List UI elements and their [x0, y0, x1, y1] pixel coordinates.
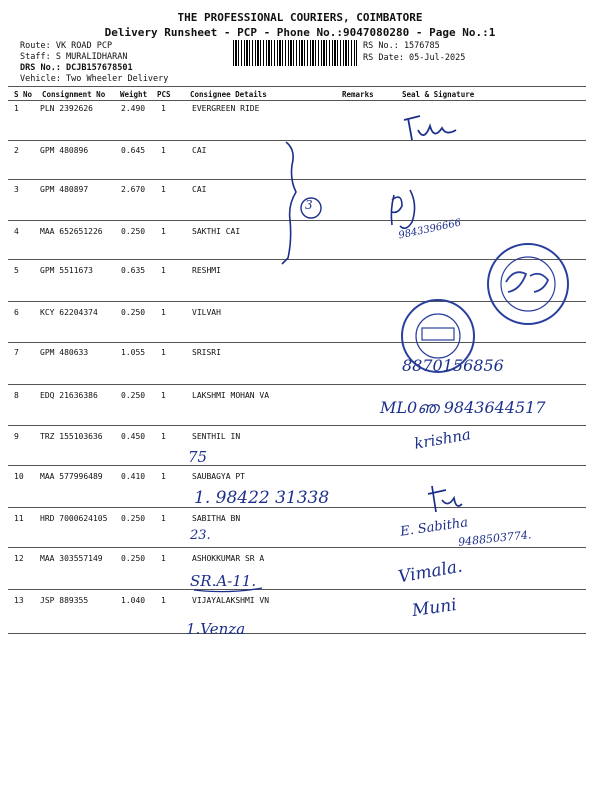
row-1-sno: 1	[14, 104, 19, 113]
row-11-signature: E. Sabitha	[399, 515, 469, 540]
row-13-consignment: JSP 889355	[40, 596, 89, 605]
row-12-consignment: MAA 303557149	[40, 554, 103, 563]
row-5-consignee: RESHMI	[192, 266, 221, 275]
row-1-signature	[404, 116, 456, 140]
col-consignee-header: Consignee Details	[190, 90, 267, 99]
row-12-sno: 12	[14, 554, 24, 563]
row-2-pcs: 1	[161, 146, 166, 155]
row-2-consignee: CAI	[192, 146, 207, 155]
row-10-consignment: MAA 577996489	[40, 472, 103, 481]
row-3-consignee: CAI	[192, 185, 207, 194]
row-13-weight: 1.040	[121, 596, 146, 605]
row-11-pcs: 1	[161, 514, 166, 523]
row-6-weight: 0.250	[121, 308, 146, 317]
row-11-phone: 9488503774.	[457, 528, 532, 549]
staff-label: Staff: S MURALIDHARAN	[20, 52, 128, 62]
row-12-note: SR.A-11.	[190, 572, 257, 590]
col-consignment-header: Consignment No	[42, 90, 106, 99]
row-12-consignee: ASHOKKUMAR SR A	[192, 554, 265, 563]
col-remarks-header: Remarks	[342, 90, 374, 99]
col-weight-header: Weight	[120, 90, 148, 99]
row-11-consignment: HRD 7000624105	[40, 514, 108, 523]
row-3-consignment: GPM 480897	[40, 185, 89, 194]
row-5-consignment: GPM 5511673	[40, 266, 93, 275]
row-4-pcs: 1	[161, 227, 166, 236]
row-13-note: 1.Venza	[186, 620, 246, 638]
row-12-weight: 0.250	[121, 554, 146, 563]
row-4-phone: 9843396666	[397, 217, 463, 242]
delivery-stamp	[488, 244, 568, 324]
row-5-weight: 0.635	[121, 266, 146, 275]
company-title: THE PROFESSIONAL COURIERS, COIMBATORE	[177, 11, 423, 24]
row-9-note: 75	[188, 448, 208, 466]
bracket-mark	[282, 142, 296, 264]
vehicle-label: Vehicle: Two Wheeler Delivery	[20, 74, 169, 84]
row-4-consignee: SAKTHI CAI	[192, 227, 241, 236]
row-2-consignment: GPM 480896	[40, 146, 89, 155]
row-11-sno: 11	[14, 514, 24, 523]
row-7-weight: 1.055	[121, 348, 146, 357]
row-1-consignment: PLN 2392626	[40, 104, 93, 113]
row-7-sno: 7	[14, 348, 19, 357]
row-5-pcs: 1	[161, 266, 166, 275]
row-7-consignment: GPM 480633	[40, 348, 89, 357]
row-10-weight: 0.410	[121, 472, 146, 481]
row-10-note: 1. 98422 31338	[194, 488, 330, 508]
rs-date: RS Date: 05-Jul-2025	[363, 53, 466, 63]
row-6-consignee: VILVAH	[192, 308, 221, 317]
row-2-sno: 2	[14, 146, 19, 155]
row-8-consignee: LAKSHMI MOHAN VA	[192, 391, 270, 400]
row-13-sno: 13	[14, 596, 24, 605]
row-11-consignee: SABITHA BN	[192, 514, 241, 523]
row-13-consignee: VIJAYALAKSHMI VN	[192, 596, 270, 605]
col-sno-header: S No	[14, 90, 33, 99]
row-9-consignment: TRZ 155103636	[40, 432, 103, 441]
row-1-weight: 2.490	[121, 104, 146, 113]
row-9-consignee: SENTHIL IN	[192, 432, 241, 441]
row-3-weight: 2.670	[121, 185, 146, 194]
row-7-pcs: 1	[161, 348, 166, 357]
circled-count: 3	[305, 198, 313, 212]
row-6-sno: 6	[14, 308, 19, 317]
row-4-weight: 0.250	[121, 227, 146, 236]
row-9-signature: krishna	[412, 425, 473, 453]
row-4-consignment: MAA 652651226	[40, 227, 103, 236]
row-10-consignee: SAUBAGYA PT	[192, 472, 245, 481]
row-13-signature: Muni	[410, 594, 458, 622]
row-8-weight: 0.250	[121, 391, 146, 400]
row-6-consignment: KCY 62204374	[40, 308, 98, 317]
drs-number: DRS No.: DCJB157678501	[20, 63, 133, 73]
row-13-pcs: 1	[161, 596, 166, 605]
row-9-sno: 9	[14, 432, 19, 441]
row-8-consignment: EDQ 21636386	[40, 391, 98, 400]
rs-number: RS No.: 1576785	[363, 41, 440, 51]
row-10-signature	[428, 486, 462, 512]
row-6-pcs: 1	[161, 308, 166, 317]
row-4-sno: 4	[14, 227, 19, 236]
row-5-sno: 5	[14, 266, 19, 275]
row-2-weight: 0.645	[121, 146, 146, 155]
row-8-sno: 8	[14, 391, 19, 400]
row-9-weight: 0.450	[121, 432, 146, 441]
col-pcs-header: PCS	[157, 90, 171, 99]
row-11-weight: 0.250	[121, 514, 146, 523]
row-10-pcs: 1	[161, 472, 166, 481]
row-1-pcs: 1	[161, 104, 166, 113]
row-10-sno: 10	[14, 472, 24, 481]
row-7-phone: 8870156856	[402, 356, 504, 375]
row-7-consignee: SRISRI	[192, 348, 221, 357]
row-11-note: 23.	[190, 528, 211, 543]
row-12-pcs: 1	[161, 554, 166, 563]
row-3-sno: 3	[14, 185, 19, 194]
row-9-pcs: 1	[161, 432, 166, 441]
row-3-signature	[391, 190, 414, 228]
route-label: Route: VK ROAD PCP	[20, 41, 113, 51]
row-8-pcs: 1	[161, 391, 166, 400]
row-3-pcs: 1	[161, 185, 166, 194]
col-seal-header: Seal & Signature	[402, 90, 475, 99]
row-8-note: ML0ഞ 9843644517	[380, 398, 546, 417]
row-12-signature: Vimala.	[396, 556, 464, 588]
runsheet-subtitle: Delivery Runsheet - PCP - Phone No.:9047080280 - Page No.:1	[104, 26, 496, 39]
row-1-consignee: EVERGREEN RIDE	[192, 104, 260, 113]
